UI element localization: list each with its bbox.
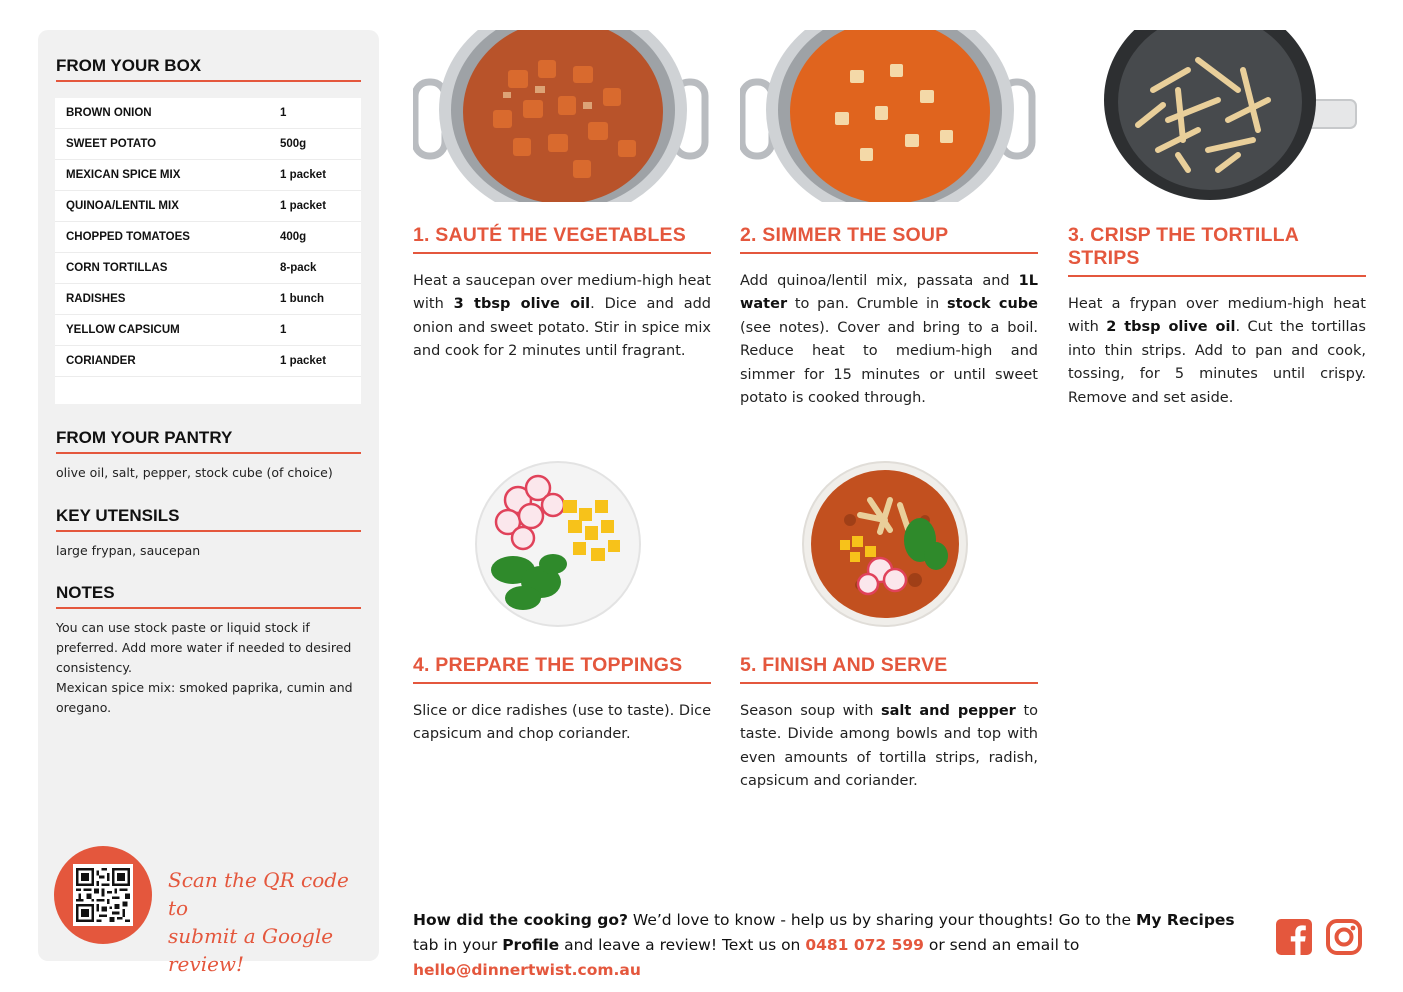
ingredient-row xyxy=(55,191,361,222)
qr-cta-line-1: Scan the QR code to xyxy=(168,868,349,920)
instruction-highlight: salt and pepper xyxy=(881,703,1016,719)
instruction-text: to pan. Crumble in xyxy=(787,296,947,313)
step-5-photo-finished-soup xyxy=(740,460,1038,632)
instruction-text: to taste. Divide among bowls and top with even amounts of tortilla strips, radish, capsicum and coriander. xyxy=(740,703,1038,790)
instruction-highlight: stock cube xyxy=(946,296,1038,313)
footer-text-3: and leave a review! Text us on xyxy=(559,936,806,954)
ingredient-row xyxy=(55,253,361,284)
ingredients-table xyxy=(55,98,361,404)
ingredient-name: YELLOW CAPSICUM xyxy=(66,324,180,336)
step-1-title: 1. SAUTÉ THE VEGETABLES xyxy=(413,224,711,254)
footer-email-link[interactable]: hello@dinnertwist.com.au xyxy=(413,961,641,979)
instruction-text: . Dice and add onion and sweet potato. Stir in spice mix and cook for 2 minutes until fragrant. xyxy=(413,296,711,360)
ingredient-name: CHOPPED TOMATOES xyxy=(66,231,190,243)
instruction-text: Add quinoa/lentil mix, passata and xyxy=(740,273,1019,289)
qr-code-icon[interactable] xyxy=(73,864,133,926)
pantry-text: olive oil, salt, pepper, stock cube (of choice) xyxy=(56,465,333,480)
ingredient-quantity: 1 packet xyxy=(280,200,327,212)
step-4-photo-toppings-plate xyxy=(413,460,711,632)
instagram-icon[interactable] xyxy=(1326,918,1362,956)
ingredient-row xyxy=(55,346,361,377)
instruction-highlight: 3 tbsp olive oil xyxy=(453,296,591,313)
ingredient-row xyxy=(55,315,361,346)
ingredient-quantity: 1 xyxy=(280,107,287,119)
step-2-title: 2. SIMMER THE SOUP xyxy=(740,224,1038,254)
ingredient-row xyxy=(55,160,361,191)
facebook-icon[interactable] xyxy=(1276,918,1312,956)
qr-review-cta[interactable] xyxy=(168,866,368,978)
ingredient-quantity: 1 xyxy=(280,324,287,336)
ingredient-name: RADISHES xyxy=(66,293,126,305)
utensils-heading: KEY UTENSILS xyxy=(56,506,361,532)
step-3-title: 3. CRISP THE TORTILLA STRIPS xyxy=(1068,224,1366,277)
instruction-text: Heat a frypan over medium-high heat with xyxy=(1068,296,1366,336)
instruction-text: . Cut the tortillas into thin strips. Add to pan and cook, tossing, for 5 minutes until crispy. Remove and set aside. xyxy=(1068,319,1366,406)
instruction-highlight: 2 tbsp olive oil xyxy=(1106,319,1236,336)
notes-heading: NOTES xyxy=(56,583,361,609)
footer-my-recipes[interactable]: My Recipes xyxy=(1135,911,1235,929)
ingredient-name: CORIANDER xyxy=(66,355,136,367)
ingredient-quantity: 8-pack xyxy=(280,262,317,274)
qr-cta-line-2: submit a Google review! xyxy=(168,924,334,976)
instruction-text: (see notes). Cover and bring to a boil. Reduce heat to medium-high and simmer for 15 minutes or until sweet potato is cooked through. xyxy=(740,319,1038,407)
sidebar xyxy=(38,30,379,976)
footer-text-4: or send an email to xyxy=(923,936,1080,954)
ingredient-quantity: 1 packet xyxy=(280,169,327,181)
instruction-text: Season soup with xyxy=(740,703,881,719)
ingredient-row xyxy=(55,129,361,160)
ingredient-quantity: 1 packet xyxy=(280,355,327,367)
footer-text-2: tab in your xyxy=(413,936,503,954)
box-heading: FROM YOUR BOX xyxy=(56,56,361,82)
step-2-photo-soup-pot xyxy=(740,30,1038,202)
step-5-instructions xyxy=(740,700,1038,794)
ingredient-quantity: 500g xyxy=(280,138,307,150)
ingredient-quantity: 1 bunch xyxy=(280,293,325,305)
step-5-title: 5. FINISH AND SERVE xyxy=(740,654,1038,684)
footer-phone-link[interactable]: 0481 072 599 xyxy=(805,936,924,954)
step-4-title: 4. PREPARE THE TOPPINGS xyxy=(413,654,711,684)
step-2 xyxy=(740,30,1038,410)
ingredient-row xyxy=(55,98,361,129)
ingredient-name: QUINOA/LENTIL MIX xyxy=(66,200,179,212)
footer-profile[interactable]: Profile xyxy=(502,936,560,954)
ingredient-row xyxy=(55,222,361,253)
step-1-photo-saucepan xyxy=(413,30,711,202)
notes-text-1: You can use stock paste or liquid stock if preferred. Add more water if needed to desired consistency. xyxy=(56,620,352,675)
utensils-text: large frypan, saucepan xyxy=(56,543,201,558)
instruction-text: Heat a saucepan over medium-high heat with xyxy=(413,273,711,313)
instruction-highlight: 1L water xyxy=(740,273,1038,313)
feedback-footer xyxy=(413,908,1263,983)
step-5 xyxy=(740,460,1038,794)
ingredient-name: SWEET POTATO xyxy=(66,138,157,150)
ingredient-row xyxy=(55,284,361,315)
footer-question: How did the cooking go? xyxy=(413,911,628,929)
step-3-photo-frypan xyxy=(1068,30,1366,202)
step-3 xyxy=(1068,30,1366,410)
footer-text-1: We’d love to know - help us by sharing your thoughts! Go to the xyxy=(627,911,1136,929)
step-4-instructions xyxy=(413,700,711,747)
pantry-heading: FROM YOUR PANTRY xyxy=(56,428,361,454)
step-1-instructions xyxy=(413,270,711,364)
step-4 xyxy=(413,460,711,747)
ingredient-name: BROWN ONION xyxy=(66,107,152,119)
qr-badge[interactable] xyxy=(54,846,152,944)
step-3-instructions xyxy=(1068,293,1366,410)
notes-text-2: Mexican spice mix: smoked paprika, cumin and oregano. xyxy=(56,680,353,715)
step-1 xyxy=(413,30,711,364)
step-2-instructions xyxy=(740,270,1038,410)
ingredient-name: CORN TORTILLAS xyxy=(66,262,168,274)
ingredient-name: MEXICAN SPICE MIX xyxy=(66,169,181,181)
instruction-text: Slice or dice radishes (use to taste). Dice capsicum and chop coriander. xyxy=(413,703,711,743)
ingredient-quantity: 400g xyxy=(280,231,307,243)
